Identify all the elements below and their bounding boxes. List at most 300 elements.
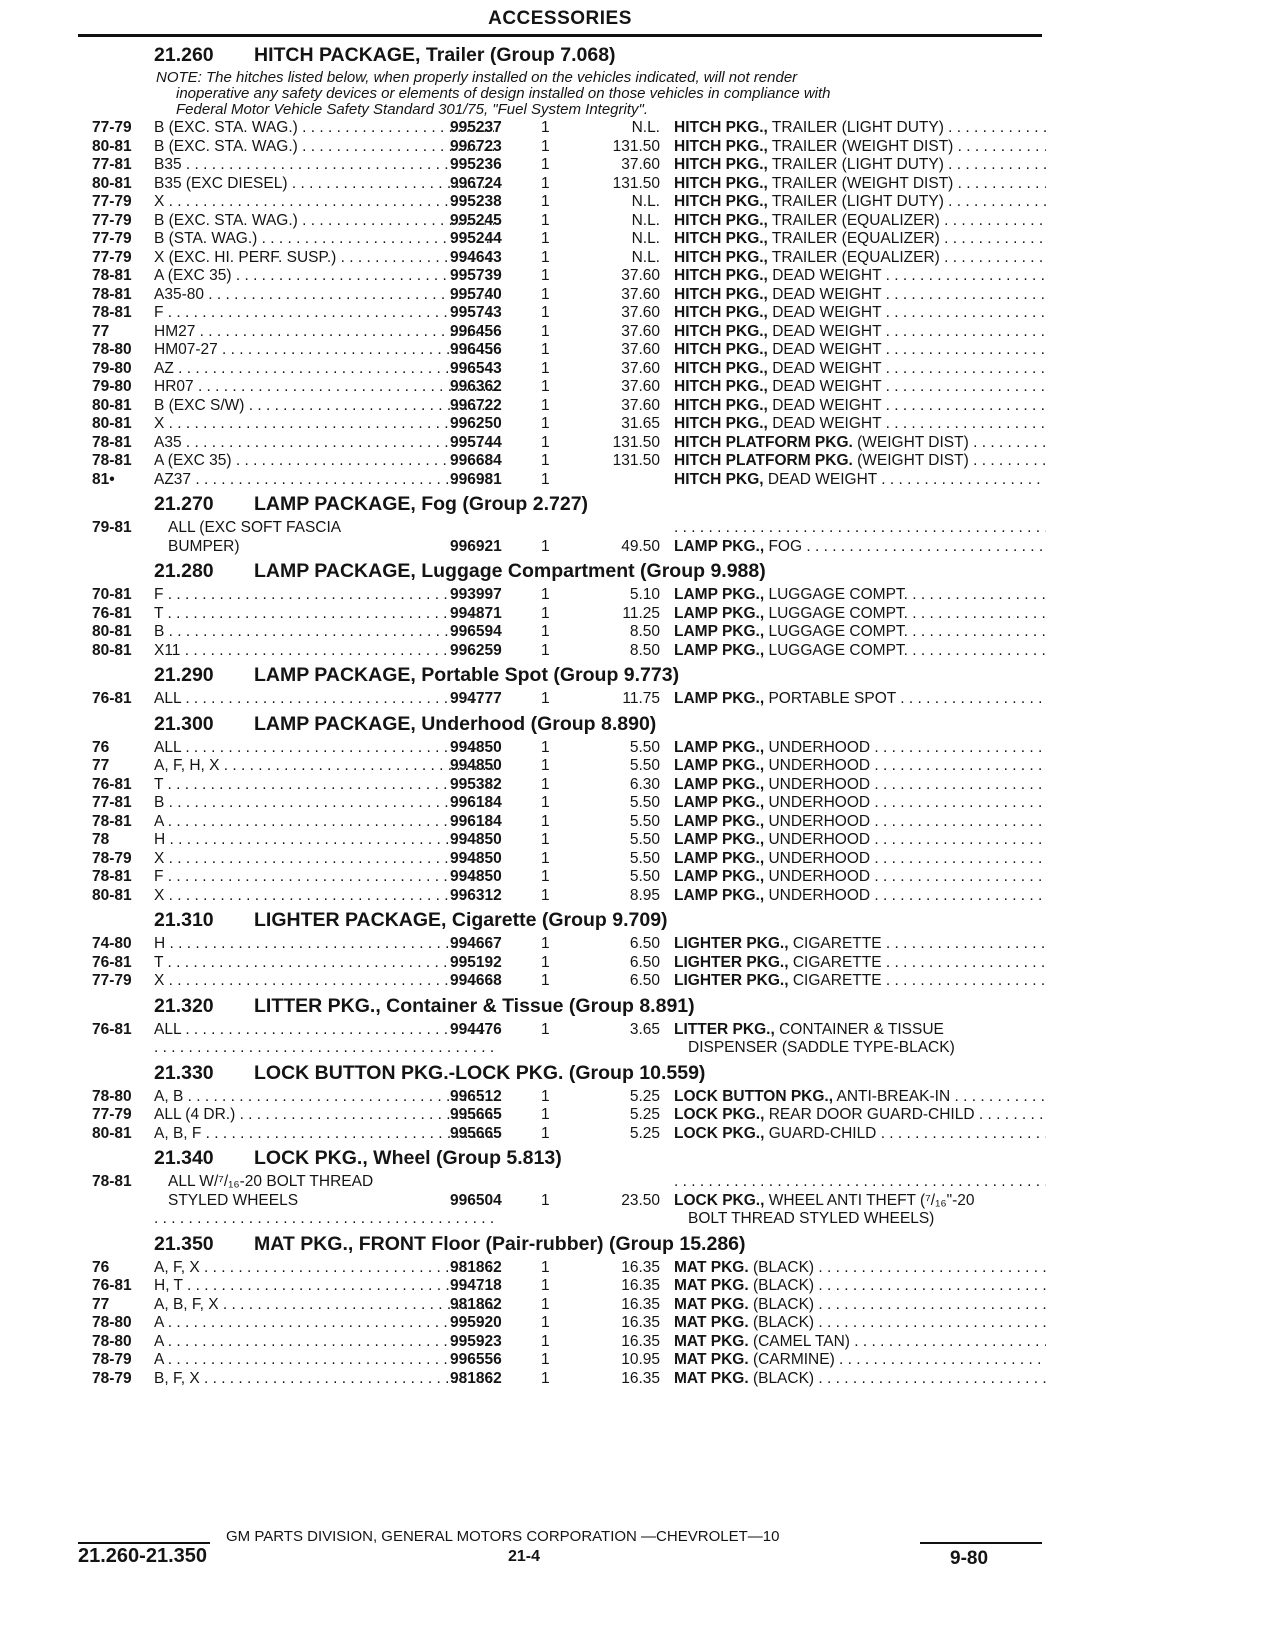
item-description [674,850,1046,868]
model-years: 78-80 [92,1332,132,1350]
item-detail: DISPENSER (SADDLE TYPE-BLACK) [688,1039,955,1056]
quantity: 1 [541,690,550,707]
price: 6.50 [629,972,660,989]
quantity: 1 [541,452,550,469]
parts-row [78,1314,1048,1333]
price: N.L. [631,193,660,210]
model-years: 78-80 [92,1087,132,1105]
part-number: 995236 [450,156,502,173]
model-years: 77-79 [92,211,132,229]
application-desc: A . . . [154,1333,494,1351]
price: 37.60 [621,378,660,395]
part-number: 994668 [450,972,502,989]
section-heading [78,660,1048,690]
parts-row [78,776,1048,795]
price: 8.50 [629,641,660,659]
item-description [674,249,1046,267]
quantity: 1 [541,137,550,155]
item-detail: UNDERHOOD . . . [768,887,1046,904]
quantity: 1 [541,757,550,774]
application-desc: B . . . [154,623,494,641]
item-detail: LUGGAGE COMPT. . . . [768,586,1046,603]
application-desc: AZ37 . . . [154,471,494,489]
quantity: 1 [541,174,550,192]
application-desc: ALL (4 DR.) . . . [154,1106,494,1124]
item-detail: DEAD WEIGHT . . . [772,286,1046,303]
quantity: 1 [541,586,550,603]
item-description [674,230,1046,248]
item-name: LAMP PKG., [674,690,765,707]
parts-row [78,471,1048,490]
item-detail: (CARMINE) . . . [753,1351,1046,1368]
application-desc: B35 . . . [154,156,494,174]
item-description [674,813,1046,831]
part-number: 995743 [450,304,502,321]
item-description [674,341,1046,359]
item-name: MAT PKG. [674,1314,749,1331]
item-name: HITCH PKG., [674,378,768,395]
item-detail: DEAD WEIGHT . . . [772,360,1046,377]
item-detail: GUARD-CHILD . . . [769,1125,1046,1142]
price: 5.50 [629,868,660,885]
parts-row [78,304,1048,323]
item-detail: (WEIGHT DIST) . . . [857,452,1046,469]
item-description [674,739,1046,757]
quantity: 1 [541,378,550,395]
price: 5.50 [629,812,660,830]
item-detail: UNDERHOOD . . . [768,776,1046,793]
application-desc: ALL . . . [154,1021,494,1039]
item-detail: WHEEL ANTI THEFT (⁷/₁₆"-20 [768,1191,975,1209]
application-desc: A, F, H, X . . . [154,757,494,775]
sections-container [78,40,1048,1388]
part-number: 981862 [450,1369,502,1387]
application-desc: B . . . [154,794,494,812]
quantity: 1 [541,812,550,830]
quantity: 1 [541,304,550,321]
item-name: LOCK BUTTON PKG., [674,1087,834,1105]
item-name: HITCH PKG., [674,396,768,414]
quantity: 1 [541,433,550,451]
application-desc: HM27 . . . [154,323,494,341]
item-detail: LUGGAGE COMPT. . . . [768,623,1046,640]
price: 5.25 [629,1124,660,1142]
item-detail: LUGGAGE COMPT. . . . [768,605,1046,622]
quantity: 1 [541,267,550,284]
model-years: 77-79 [92,1106,132,1123]
item-name: HITCH PKG., [674,119,768,136]
application-desc: A (EXC 35) . . . [154,267,494,285]
item-description [674,1351,1046,1369]
item-detail: TRAILER (WEIGHT DIST) . . . [772,175,1046,192]
parts-row [78,1192,1048,1211]
part-number: 994871 [450,604,502,622]
note-line: NOTE: The hitches listed below, when properly installed on the vehicles indicated, will not render [156,69,798,86]
part-number: 995923 [450,1332,502,1350]
item-description [674,138,1046,156]
part-number: 993997 [450,586,502,603]
section-number: 21.320 [154,994,214,1017]
item-name: LAMP PKG., [674,849,765,867]
price: 6.50 [629,953,660,971]
item-name: LOCK PKG., [674,1191,765,1209]
parts-row [78,138,1048,157]
model-years: 76 [92,738,110,756]
parts-row [78,1277,1048,1296]
quantity: 1 [541,1087,550,1105]
model-years: 78-81 [92,1173,132,1190]
part-number: 994476 [450,1020,502,1038]
price: 5.50 [629,794,660,811]
item-description [674,415,1046,433]
item-name: HITCH PKG., [674,137,768,155]
section-heading [78,1229,1048,1259]
quantity: 1 [541,738,550,756]
part-number: 994850 [450,831,502,848]
item-name: LAMP PKG., [674,812,765,830]
quantity: 1 [541,831,550,848]
item-description [674,267,1046,285]
section-title: LIGHTER PACKAGE, Cigarette (Group 9.709) [254,909,668,931]
section-heading [78,905,1048,935]
footer-rule-right [920,1542,1042,1544]
part-number: 996512 [450,1087,502,1105]
price: 37.60 [621,304,660,321]
parts-row [78,452,1048,471]
parts-row [78,193,1048,212]
price: N.L. [631,211,660,229]
price: 37.60 [621,267,660,284]
part-number: 996981 [450,470,502,488]
part-number: 981862 [450,1295,502,1313]
item-name: HITCH PLATFORM PKG. [674,452,853,469]
part-number: 995238 [450,193,502,210]
parts-row [78,249,1048,268]
parts-row [78,156,1048,175]
part-number: 996724 [450,174,502,192]
part-number: 996456 [450,322,502,340]
item-description [674,397,1046,415]
item-name: LIGHTER PKG., [674,935,789,952]
application-desc: T . . . [154,776,494,794]
item-description [674,1259,1046,1277]
price: 37.60 [621,322,660,340]
model-years: 77-79 [92,248,132,266]
section-21-290 [78,660,1048,709]
section-number: 21.350 [154,1232,214,1255]
model-years: 77-79 [92,193,132,210]
item-name: MAT PKG. [674,1332,749,1350]
part-number: 996594 [450,623,502,640]
item-name: HITCH PLATFORM PKG. [674,433,853,451]
item-detail: (BLACK) . . . [753,1296,1046,1313]
parts-row [78,212,1048,231]
item-detail: DEAD WEIGHT . . . [772,378,1046,395]
price: 16.35 [621,1314,660,1331]
section-21-260 [78,40,1048,489]
quantity: 1 [541,285,550,303]
part-number: 994777 [450,690,502,707]
item-name: MAT PKG. [674,1351,749,1368]
model-years: 76-81 [92,604,132,622]
item-description [674,471,1046,489]
item-description [674,690,1046,708]
item-name: LIGHTER PKG., [674,953,789,971]
quantity: 1 [541,248,550,266]
price: 37.60 [621,156,660,173]
item-name: HITCH PKG., [674,322,768,340]
item-detail: CIGARETTE . . . [793,935,1046,952]
quantity: 1 [541,156,550,173]
part-number: 996184 [450,812,502,830]
parts-row [78,323,1048,342]
parts-row [78,1370,1048,1389]
price: 5.50 [629,849,660,867]
application-desc: A . . . [154,1314,494,1332]
price: N.L. [631,248,660,266]
model-years: 76 [92,1258,110,1276]
part-number: 994718 [450,1277,502,1294]
quantity: 1 [541,230,550,247]
price: 11.25 [622,604,660,622]
footer-date: 9-80 [950,1548,989,1569]
quantity: 1 [541,953,550,971]
section-heading [78,709,1048,739]
quantity: 1 [541,1277,550,1294]
model-years: 80-81 [92,174,132,192]
section-number: 21.340 [154,1147,214,1169]
item-detail: UNDERHOOD . . . [768,794,1046,811]
quantity: 1 [541,1314,550,1331]
section-number: 21.330 [154,1061,214,1084]
item-detail [674,1173,1046,1190]
parts-row [78,360,1048,379]
item-description [674,831,1046,849]
price: 6.30 [629,775,660,793]
application-desc [154,1210,494,1228]
item-detail: TRAILER (EQUALIZER) . . . [772,249,1046,266]
item-description [674,1277,1046,1295]
application-desc: HM07-27 . . . [154,341,494,359]
page-header [78,8,1042,37]
parts-row [78,1106,1048,1125]
parts-row [78,1021,1048,1040]
model-years: 80-81 [92,641,132,659]
item-name: HITCH PKG., [674,230,768,247]
item-name: LAMP PKG., [674,794,765,811]
page-footer [78,1528,1042,1578]
parts-row [78,230,1048,249]
model-years: 80-81 [92,886,132,904]
part-number: 996362 [450,378,502,395]
parts-row [78,1088,1048,1107]
part-number: 994667 [450,935,502,952]
item-name: HITCH PKG, [674,470,764,488]
item-detail: TRAILER (LIGHT DUTY) . . . [772,119,1046,136]
footer-rule-left [78,1542,210,1544]
price: 16.35 [621,1295,660,1313]
section-21-300 [78,709,1048,906]
quantity: 1 [541,849,550,867]
part-number: 995244 [450,230,502,247]
section-note [78,70,1048,118]
quantity: 1 [541,415,550,432]
price: 5.50 [629,738,660,756]
item-name: LAMP PKG., [674,623,765,640]
quantity: 1 [541,1124,550,1142]
item-description [674,193,1046,211]
model-years: 76-81 [92,775,132,793]
item-name: HITCH PKG., [674,248,768,266]
price: 10.95 [621,1351,660,1368]
section-21-330 [78,1058,1048,1144]
item-name: LAMP PKG., [674,738,765,756]
model-years: 78-80 [92,341,132,358]
price: 8.95 [629,886,660,904]
part-number: 994850 [450,849,502,867]
item-description [674,1296,1046,1314]
parts-row [78,794,1048,813]
item-detail: UNDERHOOD . . . [768,757,1046,774]
section-number: 21.270 [154,493,214,515]
application-desc: H . . . [154,935,494,953]
model-years: 74-80 [92,935,132,952]
part-number: 995382 [450,775,502,793]
section-21-350 [78,1229,1048,1389]
part-number: 996543 [450,359,502,377]
item-description [674,586,1046,604]
model-years: 80-81 [92,137,132,155]
model-years: 76-81 [92,1020,132,1038]
quantity: 1 [541,794,550,811]
item-description [674,1021,1046,1039]
item-detail: UNDERHOOD . . . [768,739,1046,756]
model-years: 78-81 [92,433,132,451]
quantity: 1 [541,641,550,659]
parts-row [78,690,1048,709]
parts-row [78,972,1048,991]
item-detail: TRAILER (WEIGHT DIST) . . . [772,138,1046,155]
model-years: 77-79 [92,230,132,247]
quantity: 1 [541,119,550,136]
item-description [674,286,1046,304]
parts-row [78,813,1048,832]
quantity: 1 [541,193,550,210]
application-desc: X11 . . . [154,642,494,660]
part-number: 995740 [450,285,502,303]
part-number: 996921 [450,537,502,555]
item-name: MAT PKG. [674,1369,749,1387]
section-number: 21.260 [154,44,214,66]
item-description [674,935,1046,953]
item-detail: (BLACK) . . . [753,1277,1046,1294]
parts-row [78,175,1048,194]
model-years: 80-81 [92,396,132,414]
item-detail: DEAD WEIGHT . . . [772,341,1046,358]
quantity: 1 [541,1106,550,1123]
item-description [674,1370,1046,1388]
item-name: LIGHTER PKG., [674,972,789,989]
part-number: 995744 [450,433,502,451]
parts-row [78,868,1048,887]
quantity: 1 [541,886,550,904]
item-name: LAMP PKG., [674,604,765,622]
price: 5.50 [629,831,660,848]
parts-row [78,378,1048,397]
item-name: HITCH PKG., [674,193,768,210]
item-detail: (CAMEL TAN) . . . [753,1333,1046,1350]
section-number: 21.280 [154,560,214,582]
model-years: 78-79 [92,849,132,867]
model-years: 79-80 [92,378,132,395]
item-name: MAT PKG. [674,1277,749,1294]
price: 5.25 [629,1087,660,1105]
parts-row [78,1259,1048,1278]
part-number: 994850 [450,738,502,756]
application-desc: T . . . [154,605,494,623]
parts-row [78,1333,1048,1352]
application-desc: A35-80 . . . [154,286,494,304]
application-desc: A, F, X . . . [154,1259,494,1277]
item-description [674,1125,1046,1143]
item-detail: DEAD WEIGHT . . . [772,415,1046,432]
section-title: HITCH PACKAGE, Trailer (Group 7.068) [254,44,616,66]
item-description [674,1106,1046,1124]
item-description [674,452,1046,470]
item-detail: DEAD WEIGHT . . . [772,267,1046,284]
item-name: HITCH PKG., [674,156,768,173]
item-description [674,323,1046,341]
price: 5.25 [629,1106,660,1123]
quantity: 1 [541,1332,550,1350]
parts-row [78,1296,1048,1315]
item-description [674,360,1046,378]
item-detail: (BLACK) . . . [753,1259,1046,1276]
price: 49.50 [621,537,660,555]
item-detail [674,519,1046,536]
model-years: 77 [92,1295,110,1313]
quantity: 1 [541,211,550,229]
parts-row [78,850,1048,869]
price: 37.60 [621,396,660,414]
parts-row [78,642,1048,661]
price: 3.65 [629,1020,660,1038]
note-line: inoperative any safety devices or elements of design installed on those vehicles in compliance with [176,85,831,102]
application-desc: AZ . . . [154,360,494,378]
application-desc: A . . . [154,813,494,831]
parts-row [78,757,1048,776]
model-years: 78-79 [92,1351,132,1368]
application-desc: X . . . [154,972,494,990]
price: 6.50 [629,935,660,952]
item-name: HITCH PKG., [674,415,768,432]
item-detail: UNDERHOOD . . . [768,813,1046,830]
application-desc: A35 . . . [154,434,494,452]
application-desc: B (EXC S/W) . . . [154,397,494,415]
application-desc: X . . . [154,193,494,211]
model-years: 77 [92,757,110,774]
item-detail: PORTABLE SPOT . . . [768,690,1046,707]
section-number: 21.300 [154,712,214,735]
part-number: 996456 [450,341,502,358]
price: 16.35 [621,1332,660,1350]
parts-row [78,415,1048,434]
quantity: 1 [541,868,550,885]
item-description [674,378,1046,396]
part-number: 994850 [450,868,502,885]
model-years: 79-80 [92,359,132,377]
price: 37.60 [621,341,660,358]
